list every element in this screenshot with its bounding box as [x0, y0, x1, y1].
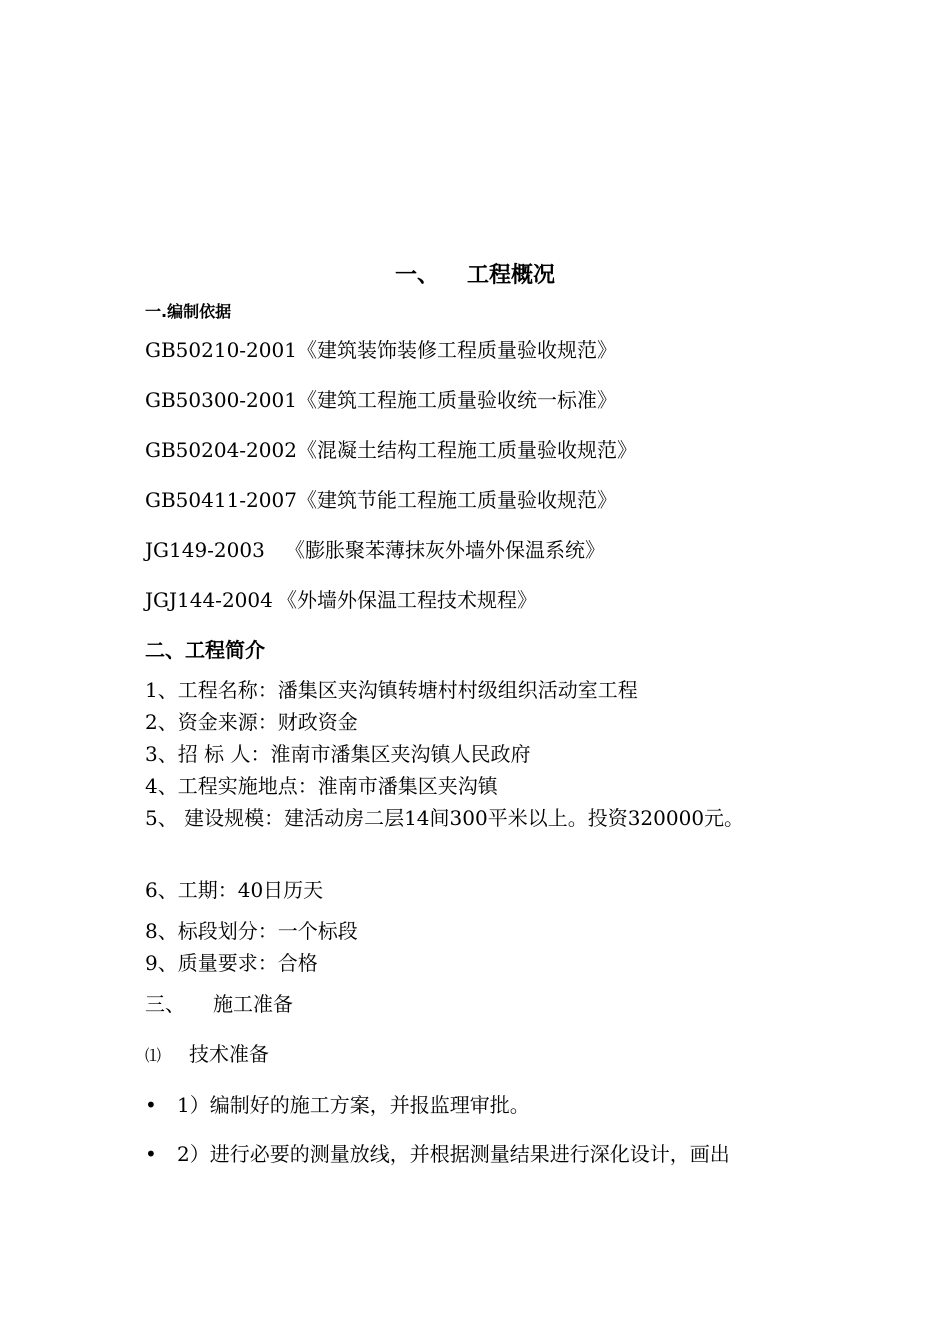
standard-code: JG149-2003 — [145, 538, 265, 562]
intro-item: 2、资金来源：财政资金 — [145, 710, 358, 734]
bullet-dot: • — [145, 1093, 157, 1117]
prep-heading — [145, 992, 293, 1016]
intro-item: 4、工程实施地点：淮南市潘集区夹沟镇 — [145, 774, 498, 798]
intro-item: 8、标段划分：一个标段 — [145, 919, 358, 943]
bullet-text: 2）进行必要的测量放线，并根据测量结果进行深化设计，画出 — [177, 1142, 730, 1166]
standard-code: GB50300-2001 — [145, 388, 297, 412]
standard-name: 《混凝土结构工程施工质量验收规范》 — [296, 438, 637, 462]
intro-item: 6、工期：40日历天 — [145, 878, 324, 902]
standard-line — [145, 538, 605, 562]
intro-item: 1、工程名称：潘集区夹沟镇转塘村村级组织活动室工程 — [145, 678, 638, 702]
standard-code: GB50204-2002 — [145, 438, 297, 462]
prep-subheading-number: ⑴ — [145, 1046, 162, 1065]
bullet-dot: • — [145, 1142, 157, 1166]
bullet-text: 1）编制好的施工方案，并报监理审批。 — [177, 1093, 530, 1117]
standard-line — [145, 438, 637, 462]
prep-heading-number: 三、 — [145, 992, 185, 1016]
bullet-item — [145, 1142, 730, 1166]
standard-line — [145, 388, 617, 412]
prep-heading-text: 施工准备 — [213, 992, 293, 1016]
bullet-item — [145, 1093, 530, 1117]
standard-name: 《建筑工程施工质量验收统一标准》 — [296, 388, 617, 412]
section-title-number: 一、 — [394, 263, 439, 288]
intro-item-scale: 5、 建设规模：建活动房二层14间300平米以上。投资320000元。 — [145, 806, 745, 830]
standard-line — [145, 338, 617, 362]
standard-name: 《外墙外保温工程技术规程》 — [277, 588, 537, 612]
standard-code: GB50210-2001 — [145, 338, 297, 362]
standard-code: JGJ144-2004 — [145, 588, 273, 612]
prep-subheading-text: 技术准备 — [189, 1042, 269, 1066]
standard-name: 《建筑装饰装修工程质量验收规范》 — [296, 338, 617, 362]
standard-name: 《膨胀聚苯薄抹灰外墙外保温系统》 — [285, 538, 605, 562]
section-title — [0, 262, 950, 290]
standard-line — [145, 488, 617, 512]
standard-name: 《建筑节能工程施工质量验收规范》 — [296, 488, 617, 512]
standard-code: GB50411-2007 — [145, 488, 297, 512]
intro-item: 9、质量要求：合格 — [145, 951, 318, 975]
basis-heading: 一.编制依据 — [145, 302, 232, 321]
section-title-text: 工程概况 — [467, 263, 556, 288]
intro-heading: 二、工程简介 — [145, 638, 265, 662]
prep-subheading — [145, 1042, 269, 1068]
standard-line — [145, 588, 537, 612]
intro-item: 3、招 标 人：淮南市潘集区夹沟镇人民政府 — [145, 742, 531, 766]
